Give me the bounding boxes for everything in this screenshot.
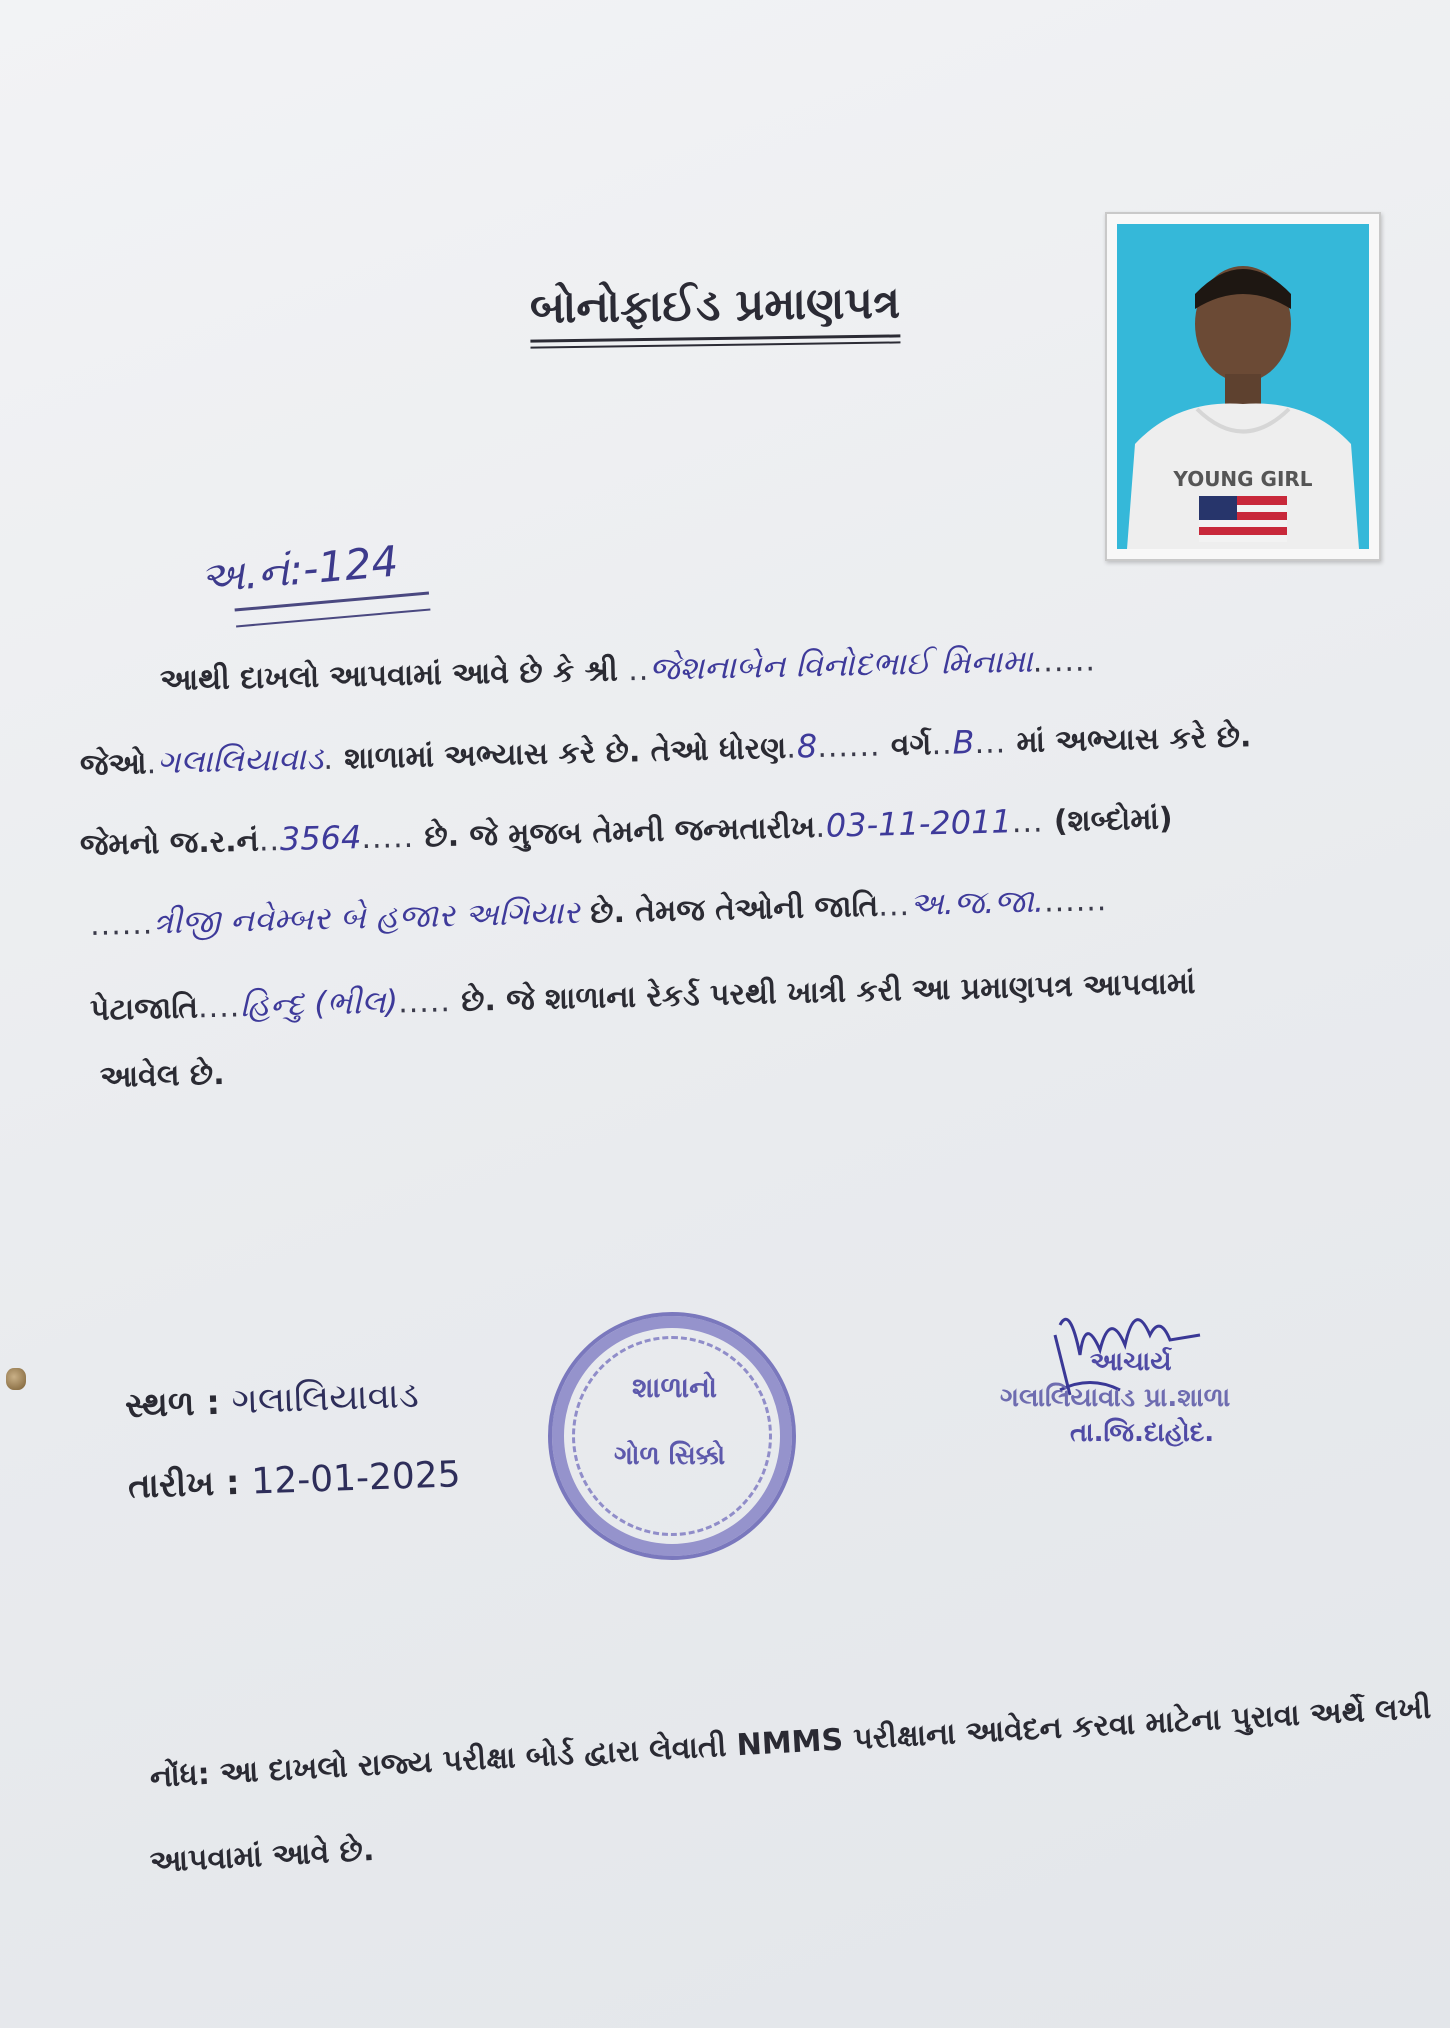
line5-prefix: પેટાજાતિ (89, 990, 199, 1028)
seal-text-1: શાળાનો (632, 1371, 718, 1404)
line2-mid: શાળામાં અભ્યાસ કરે છે. તેઓ ધોરણ (343, 730, 787, 777)
division-value: B (952, 723, 975, 762)
gr-number: 3564 (279, 818, 362, 859)
note-line-2: આપવામાં આવે છે. (149, 1832, 376, 1880)
place-label: સ્થળ : (124, 1382, 221, 1427)
line3-prefix: જેમનો જ.ર.નં (79, 823, 260, 863)
date-value: 12-01-2025 (250, 1454, 462, 1503)
student-photo-image (1117, 224, 1369, 549)
student-photo (1105, 212, 1381, 561)
line3-suffix: (શબ્દોમાં) (1053, 801, 1174, 840)
line6: આવેલ છે. (99, 1056, 225, 1095)
signature-taluka: તા.જિ.દાહોદ. (1070, 1418, 1215, 1448)
line2-prefix: જેઓ (79, 746, 147, 783)
line3-mid: છે. જે મુજબ તેમની જન્મતારીખ (424, 810, 816, 855)
sub-caste-value: હિન્દુ (ભીલ) (239, 982, 399, 1025)
standard-value: 8 (796, 726, 818, 766)
line1-prefix: આથી દાખલો આપવામાં આવે છે કે શ્રી (159, 653, 619, 698)
pin-mark (6, 1368, 26, 1390)
body-line-1: આથી દાખલો આપવામાં આવે છે કે શ્રી ..જેશનાબેન વિનોદભાઈ મિનામા...... (159, 641, 1097, 698)
signature-school: ગલાલિયાવાડ પ્રા.શાળા (1000, 1383, 1231, 1413)
body-line-5: પેટાજાતિ....હિન્દુ (ભીલ)..... છે. જે શાળાના રેકર્ડ પરથી ખાત્રી કરી આ પ્રમાણપત્ર આપવામાં (89, 965, 1196, 1028)
signature-title: આચાર્ય (1090, 1347, 1172, 1377)
date-row (127, 1454, 461, 1507)
place-row (124, 1375, 419, 1427)
seal-text-2: ગોળ સિક્કો (614, 1441, 726, 1471)
caste-value: અ.જ.જા. (909, 881, 1045, 923)
date-label: તારીખ : (127, 1462, 241, 1507)
student-name: જેશનાબેન વિનોદભાઈ મિનામા (648, 641, 1034, 688)
class-label: વર્ગ (890, 727, 932, 764)
shirt-text: YOUNG GIRL (1173, 467, 1313, 491)
line2-suffix: માં અભ્યાસ કરે છે. (1016, 719, 1252, 761)
body-line-3: જેમનો જ.ર.નં..3564..... છે. જે મુજબ તેમની જન્મતારીખ.03-11-2011... (શબ્દોમાં) (79, 801, 1174, 863)
school-name: ગલાલિયાવાડ (156, 739, 324, 782)
body-line-4: ......ત્રીજી નવેમ્બર બે હજાર અગિયાર છે. તેમજ તેઓની જાતિ...અ.જ.જા....... (89, 881, 1108, 943)
school-seal (548, 1312, 796, 1560)
line5-suffix: છે. જે શાળાના રેકર્ડ પરથી ખાત્રી કરી આ પ્રમાણપત્ર આપવામાં (460, 965, 1196, 1019)
certificate-title: બોનોફાઈડ પ્રમાણપત્ર (530, 277, 901, 342)
line4-mid: છે. તેમજ તેઓની જાતિ (589, 888, 879, 931)
note-line-1: નોંધ: આ દાખલો રાજ્ય પરીક્ષા બોર્ડ દ્વારા લેવાતી NMMS પરીક્ષાના આવેદન કરવા માટેના પુરાવા અર્થે લખી (149, 1690, 1432, 1795)
body-line-6 (100, 1057, 225, 1095)
birth-date: 03-11-2011 (825, 802, 1013, 845)
serial-number: અ.નં:-124 (198, 536, 401, 603)
birth-date-words: ત્રીજી નવેમ્બર બે હજાર અગિયાર (152, 893, 581, 942)
place-value: ગલાલિયાવાડ (231, 1374, 420, 1423)
seal-ring (572, 1336, 772, 1536)
body-line-2: જેઓ.ગલાલિયાવાડ. શાળામાં અભ્યાસ કરે છે. તેઓ ધોરણ.8...... વર્ગ..B... માં અભ્યાસ કરે છે. (79, 719, 1252, 783)
